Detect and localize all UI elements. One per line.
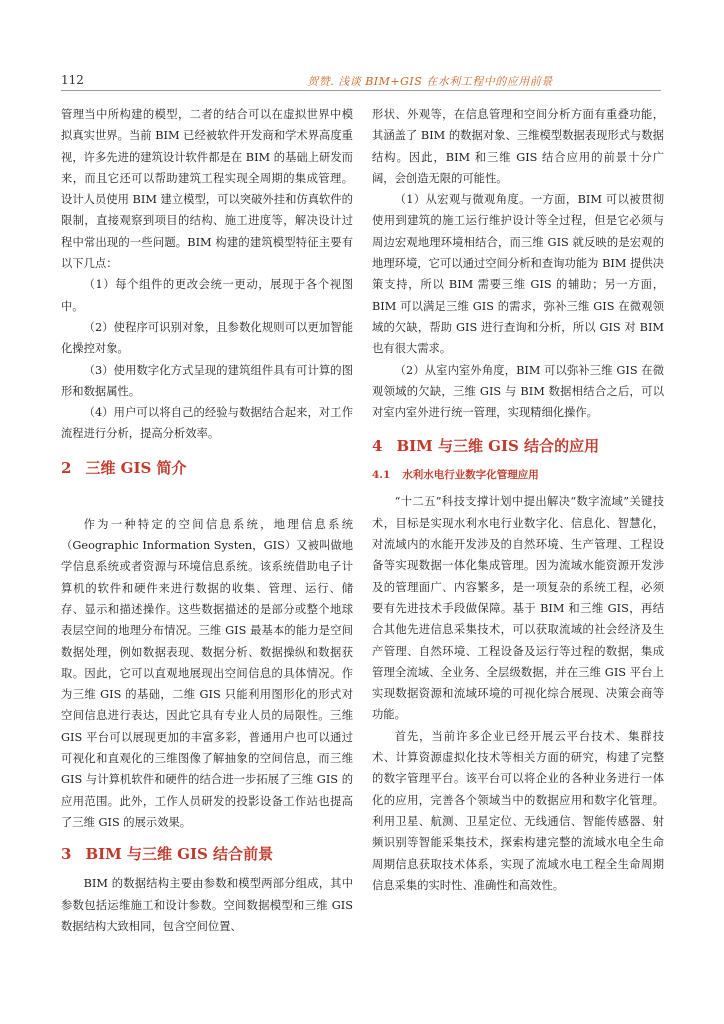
list-item: （1）每个组件的更改会统一更动，展现于各个视图中。 [61, 278, 353, 313]
section-heading-4 [372, 435, 664, 457]
section-number: 3 [61, 845, 72, 864]
body-paragraph: “十二五”科技支撑计划中提出解决“数字流域”关键技术，目标是实现水利水电行业数字化、信息化、智慧化，对流域内的水能开发涉及的自然环境、生产管理、工程设备等实现数据一体化集成管理。因为流域水能资源开发涉及的管理面广、内容繁多，是一项复杂的系统工程，必须要有先进技术手段做保障。基于 BIM 和三维 GIS，再结合其他先进信息采集技术，可以获取流域的社会经济及生产管理、自然环境、工程设备及运行等过程的数据，集成管理全流域、全业务、全层级数据，并在三维 GIS 平台上实现数据资源和流域环境的可视化综合展现、决策会商等功能。 [372, 495, 664, 722]
section-heading-2 [61, 457, 353, 479]
section-title: BIM 与三维 GIS 结合的应用 [396, 437, 600, 456]
section-title: BIM 与三维 GIS 结合前景 [85, 845, 274, 864]
page-number: 112 [61, 73, 84, 87]
subsection-number: 4.1 [372, 469, 391, 482]
section-title: 三维 GIS 简介 [85, 458, 187, 477]
body-paragraph: 首先，当前许多企业已经开展云平台技术、集群技术、计算资源虚拟化技术等相关方面的研究，构建了完整的数字管理平台。该平台可以将企业的各种业务进行一体化的应用，完善各个领域当中的数据应用和数字化管理。利用卫星、航测、卫星定位、无线通信、智能传感器、射频识别等智能采集技术，探索构建完整的流域水电全生命周期信息获取技术体系，实现了流域水电工程全生命周期信息采集的实时性、准确性和高效性。 [372, 729, 664, 892]
running-title: 贺赞. 浅谈 BIM+GIS 在水利工程中的应用前景 [307, 75, 553, 88]
section-heading-3 [61, 843, 353, 865]
body-paragraph: （2）从室内室外角度，BIM 可以弥补三维 GIS 在微观领域的欠缺，三维 GIS 与 BIM 数据相结合之后，可以对室内室外进行统一管理，实现精细化操作。 [372, 363, 664, 420]
right-column [372, 104, 664, 896]
body-paragraph: 形状、外观等，在信息管理和空间分析方面有重叠功能，其涵盖了 BIM 的数据对象、三维模型数据表现形式与数据结构。因此，BIM 和三维 GIS 结合应用的前景十分广阔，会创造无限的可能性。 [372, 108, 664, 185]
list-item: （3）使用数字化方式呈现的建筑组件具有可计算的图形和数据属性。 [61, 363, 353, 398]
header-rule [61, 90, 661, 91]
body-paragraph: （1）从宏观与微观角度。一方面，BIM 可以被贯彻使用到建筑的施工运行维护设计等全过程，但是它必须与周边宏观地理环境相结合，而三维 GIS 就反映的是宏观的地理环境，它可以通过空间分析和查询功能为 BIM 提供决策支持，所以 BIM 需要三维 GIS 的辅助；另一方面，BIM 可以满足三维 GIS 的需求，弥补三维 GIS 在微观领域的欠缺，帮助 GIS 进行查询和分析，所以 GIS 对 BIM 也有很大需求。 [372, 193, 664, 356]
subsection-heading-4-1 [372, 465, 664, 485]
section-number: 2 [61, 458, 72, 477]
body-paragraph: BIM 的数据结构主要由参数和模型两部分组成，其中参数包括运维施工和设计参数。空间数据模型和三维 GIS 数据结构大致相同，包含空间位置、 [61, 877, 353, 933]
body-paragraph: 管理当中所构建的模型，二者的结合可以在虚拟世界中模拟真实世界。当前 BIM 已经被软件开发商和学术界高度重视，许多先进的建筑设计软件都是在 BIM 的基础上研发而来，而且它还可以帮助建筑工程实现全周期的集成管理。设计人员使用 BIM 建立模型，可以突破外挂和仿真软件的限制，直接观察到项目的结构、施工进度等，解决设计过程中常出现的一些问题。BIM 构建的建筑模型特征主要有以下几点： [61, 108, 353, 271]
section-number: 4 [372, 437, 383, 456]
subsection-title: 水利水电行业数字化管理应用 [402, 469, 539, 482]
list-item: （2）使程序可识别对象，且参数化规则可以更加智能化操控对象。 [61, 320, 353, 356]
list-item: （4）用户可以将自己的经验与数据结合起来，对工作流程进行分析，提高分析效率。 [61, 406, 353, 441]
body-paragraph: 作为一种特定的空间信息系统，地理信息系统（Geographic Information Systen，GIS）又被叫做地学信息系统或者资源与环境信息系统。该系统借助电子计算机的软件和硬件来进行数据的收集、管理、运行、储存、显示和描述操作。这些数据描述的是部分或整个地球表层空间的地理分布情况。三维 GIS 最基本的能力是空间数据处理，例如数据表现、数据分析、数据操纵和数据获取。因此，它可以直观地展现出空间信息的具体情况。作为三维 GIS 的基础，二维 GIS 只能利用图形化的形式对空间信息进行表达，因此它具有专业人员的局限性。三维 GIS 平台可以展现更加的丰富多彩，普通用户也可以通过可视化和直观化的三维图像了解抽象的空间信息，而三维 GIS 与计算机软件和硬件的结合进一步拓展了三维 GIS 的应用范围。此外，工作人员研发的投影设备工作站也提高了三维 GIS 的展示效果。 [61, 517, 353, 829]
left-column [61, 104, 353, 937]
